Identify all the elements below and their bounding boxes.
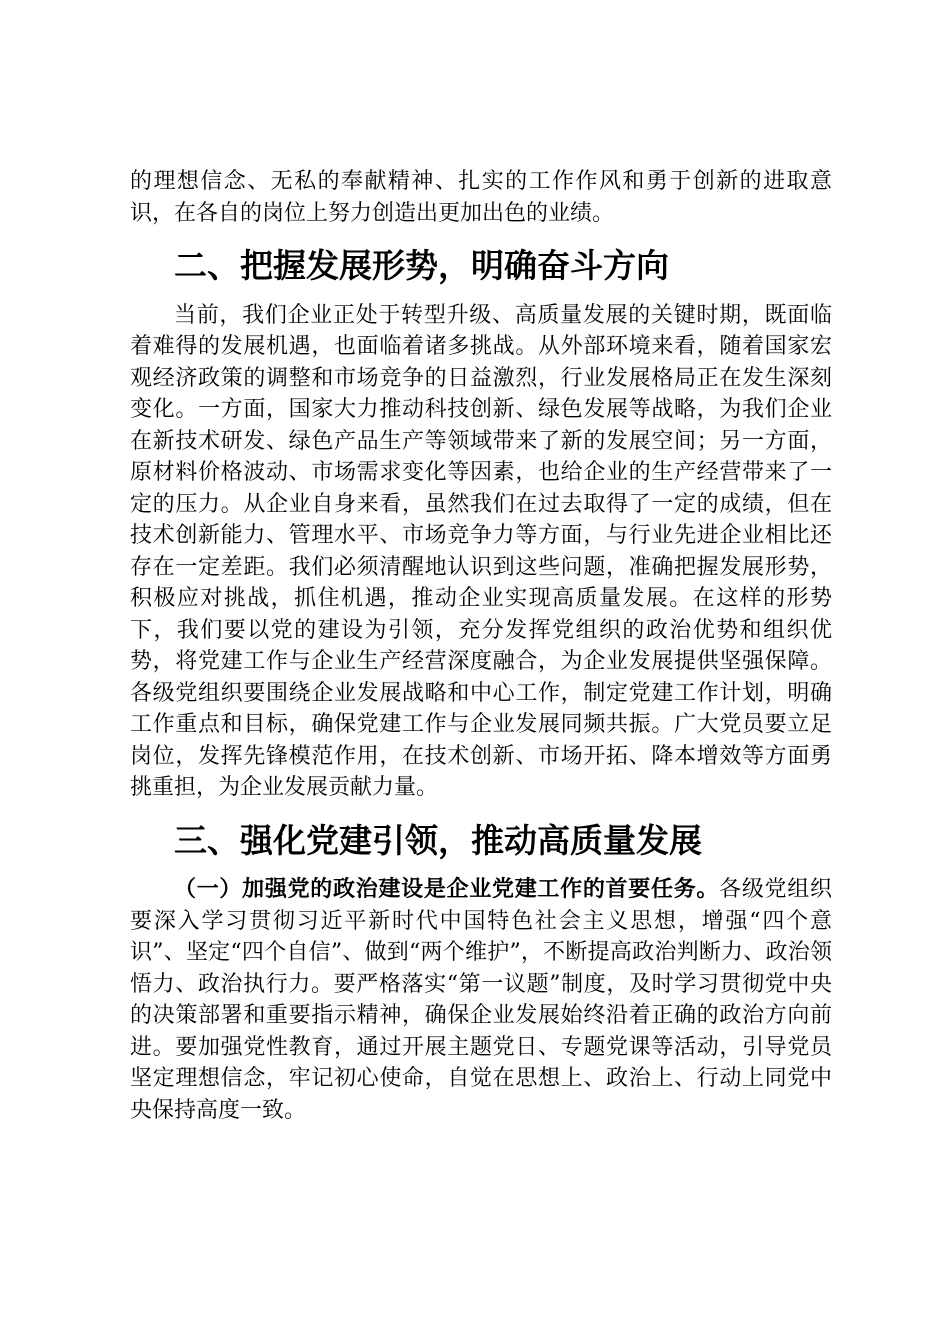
section-two-heading: 二、把握发展形势，明确奋斗方向 [174, 246, 669, 285]
section-three-subsection-one [130, 874, 832, 1126]
continuation-paragraph: 的理想信念、无私的奉献精神、扎实的工作作风和勇于创新的进取意识，在各自的岗位上努力创造出更加出色的业绩。 [130, 169, 832, 226]
subsection-one-lead: （一）加强党的政治建设是企业党建工作的首要任务。 [174, 877, 720, 902]
document-body [130, 166, 832, 1126]
section-two-paragraph: 当前，我们企业正处于转型升级、高质量发展的关键时期，既面临着难得的发展机遇，也面临着诸多挑战。从外部环境来看，随着国家宏观经济政策的调整和市场竞争的日益激烈，行业发展格局正在发生深刻变化。一方面，国家大力推动科技创新、绿色发展等战略，为我们企业在新技术研发、绿色产品生产等领域带来了新的发展空间；另一方面，原材料价格波动、市场需求变化等因素，也给企业的生产经营带来了一定的压力。从企业自身来看，虽然我们在过去取得了一定的成绩，但在技术创新能力、管理水平、市场竞争力等方面，与行业先进企业相比还存在一定差距。我们必须清醒地认识到这些问题，准确把握发展形势，积极应对挑战，抓住机遇，推动企业实现高质量发展。在这样的形势下，我们要以党的建设为引领，充分发挥党组织的政治优势和组织优势，将党建工作与企业生产经营深度融合，为企业发展提供坚强保障。各级党组织要围绕企业发展战略和中心工作，制定党建工作计划，明确工作重点和目标，确保党建工作与企业发展同频共振。广大党员要立足岗位，发挥先锋模范作用，在技术创新、市场开拓、降本增效等方面勇挑重担，为企业发展贡献力量。 [130, 302, 832, 800]
section-three-heading: 三、强化党建引领，推动高质量发展 [174, 820, 702, 860]
subsection-one-body: 各级党组织要深入学习贯彻习近平新时代中国特色社会主义思想，增强“四个意识”、坚定“四个自信”、做到“两个维护”，不断提高政治判断力、政治领悟力、政治执行力。要严格落实“第一议题”制度，及时学习贯彻党中央的决策部署和重要指示精神，确保企业发展始终沿着正确的政治方向前进。要加强党性教育，通过开展主题党日、专题党课等活动，引导党员坚定理想信念，牢记初心使命，自觉在思想上、政治上、行动上同党中央保持高度一致。 [130, 877, 832, 1123]
